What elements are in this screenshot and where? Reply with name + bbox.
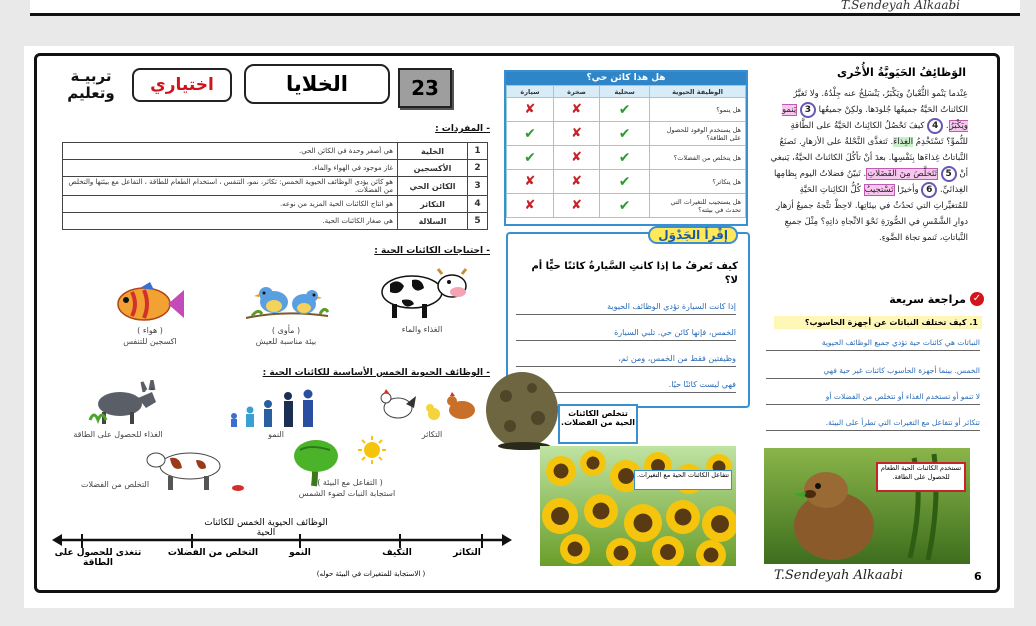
read-answer-line: وظيفتين فقط من الخمس، ومن ثم، — [516, 354, 736, 367]
no-cross-icon: ✘ — [553, 98, 599, 122]
yes-check-icon: ✔ — [600, 122, 650, 146]
alive-table-row — [507, 122, 746, 146]
alive-question: هل يستجيب للتغيرات التي تحدث في بيئته؟ — [650, 194, 746, 218]
vocab-term: الكائن الحي — [398, 177, 468, 196]
alive-table-row — [507, 194, 746, 218]
needs-air-top: ( هواء ) — [137, 326, 163, 335]
no-cross-icon: ✘ — [553, 194, 599, 218]
function-response-top: ( التفاعل مع البيئة ) — [317, 478, 383, 487]
footer-signature: T.Sendeyah Alkaabi — [774, 568, 903, 583]
vocab-definition: هي أصغر وحدة في الكائن الحي. — [63, 143, 398, 160]
other-functions-text: عِنْدما يَنْمو الثُّعْبانُ ويَكْبَرُ، يَنْسَلِخُ عنه جِلْدُهُ. ولا تَغيَّرُ الكائناتُ الحَيَّةُ جميعُها جُلودَها. ولكِنْ جميعُها 3 يَنمو ويَكْبَرُ. 4 كيفَ تَحْصُلُ الكائِناتُ الحَيَّةُ على الطَّاقةِ للنُّموِّ؟ تَسْتَخْدِمُ الغِذاءَ. تَتغذَّى النَّحْلةُ على الأزهارِ. تَصنَعُ النَّباتاتُ غِذاءَها بِنَفْسِها. بعدَ أنْ تأكُلَ الكائناتُ الحيَّةُ، يَنبغي أنْ 5 تَتَخلَّصَ مِنَ الفَضَلاتِ. تَبيّنُ فضلاتُ اليوم بِظامِها الغِذائيِّ. 6 وأخيرًا تَسْتجيبُ كُلُّ الكائِناتِ الحَيَّةِ للمُتغيِّراتِ التي تَحدُثُ في بيئاتِها. لاحِظْ تتَّجهُ جميعُ أزهارِ دوارِ الشَّمْسِ في الصُّورَةِ نَحْوَ الاتِّجاهِ ذاتِهِ؟ مِثْلَ جميعِ النَّباتاتِ، تَنمو تجاهَ الضَّوءِ. — [770, 89, 968, 243]
function-reproduction-label: التكاثر — [421, 430, 443, 439]
vocab-term: السلالة — [398, 213, 468, 230]
cow-icon — [372, 268, 472, 320]
vocab-definition: هو انتاج الكائنات الحية المزيد من نوعه. — [63, 196, 398, 213]
alive-table-row — [507, 98, 746, 122]
yes-check-icon: ✔ — [600, 170, 650, 194]
vocab-num: 2 — [468, 160, 488, 177]
alive-question: هل يتكاثر؟ — [650, 170, 746, 194]
read-answer-line: الخمس، فإنها كائن حي. تلبي السيارة — [516, 328, 736, 341]
vocab-row — [63, 196, 488, 213]
alive-table-header: الوظيفة الحيوية — [650, 86, 746, 98]
functions-heading: - الوظائف الحيوية الخمس الأساسية للكائنات الحية : — [262, 368, 490, 378]
quick-review-question — [774, 316, 982, 329]
other-functions-title: الوَظائِفُ الحَيَويَّةُ الأُخْرى — [836, 66, 966, 79]
marker-3: 3 — [800, 102, 816, 118]
yes-check-icon: ✔ — [600, 194, 650, 218]
donkey-icon — [86, 380, 158, 426]
question-text: كيف تختلف النباتات عن أجهزة الحاسوب؟ — [804, 318, 967, 327]
previous-page-strip — [30, 0, 1020, 16]
marker-6: 6 — [921, 182, 937, 198]
lesson-number: 23 — [398, 68, 452, 108]
review-answer-line: الخمس. بينما أجهزة الحاسوب كائنات غير حية فهي — [766, 366, 980, 379]
alive-question: هل يتخلص من الفضلات؟ — [650, 146, 746, 170]
review-answer-line: النباتات هي كائنات حية تؤدي جميع الوظائف الحيوية — [766, 338, 980, 351]
timeline-item-reproduction: التكاثر — [453, 548, 481, 558]
vocab-num: 4 — [468, 196, 488, 213]
alive-table-row — [507, 146, 746, 170]
no-cross-icon: ✘ — [553, 122, 599, 146]
review-answer-line: تتكاثر أو تتفاعل مع التغيرات التي تطرأ على البيئة. — [766, 418, 980, 431]
highlight-respond: تَسْتجيبُ — [864, 185, 894, 195]
sunflower-caption: تتفاعل الكائنات الحية مع التغيرات. — [634, 470, 732, 490]
vocab-row — [63, 213, 488, 230]
is-it-alive-table — [504, 70, 748, 226]
timeline-note: ( الاستجابة للمتغيرات في البيئة حوله) — [316, 570, 426, 578]
function-growth-label: النمو — [268, 430, 284, 439]
alive-table-header: سحلية — [600, 86, 650, 98]
highlight-grow: يَنمو ويَكْبَرُ — [781, 105, 968, 131]
paragraph-snake: عِنْدما يَنْمو الثُّعْبانُ ويَكْبَرُ، يَنْسَلِخُ عنه جِلْدُهُ. ولا تَغيَّرُ الكائناتُ الحَيَّةُ جميعُها جُلودَها. ولكِنْ جميعُها — [793, 89, 968, 115]
previous-page-signature: T.Sendeyah Alkaabi — [841, 0, 960, 12]
highlight-waste: تَتَخلَّصَ مِنَ الفَضَلاتِ — [867, 169, 937, 179]
no-cross-icon: ✘ — [507, 194, 554, 218]
birds-icon — [244, 282, 330, 326]
vocab-row — [63, 177, 488, 196]
paragraph-energy: كيفَ تَحْصُلُ الكائِناتُ الحَيَّةُ على الطَّاقةِ للنُّموِّ؟ تَسْتَخْدِمُ — [790, 121, 968, 147]
marker-4: 4 — [927, 118, 943, 134]
vocab-term: التكاثر — [398, 196, 468, 213]
timeline-item-waste: التخلص من الفضلات — [167, 548, 259, 558]
ministry-logo — [62, 68, 120, 102]
yes-check-icon: ✔ — [507, 146, 554, 170]
yes-check-icon: ✔ — [600, 98, 650, 122]
read-answer-line: فهي ليست كائنًا حيًا. — [516, 380, 736, 393]
timeline-item-energy: تتغذى للحصول على الطاقة — [54, 548, 142, 568]
vocab-definition: هي صغار الكائنات الحية. — [63, 213, 398, 230]
sunflower-photo — [540, 446, 736, 566]
alive-table-header: صخرة — [553, 86, 599, 98]
yes-check-icon: ✔ — [600, 146, 650, 170]
highlight-food: الغِذاءَ — [893, 137, 914, 147]
vocab-definition: غاز موجود في الهواء والماء. — [63, 160, 398, 177]
no-cross-icon: ✘ — [553, 146, 599, 170]
groundhog-caption: تستخدم الكائنات الحية الطعام للحصول على الطاقة. — [876, 462, 966, 492]
vocab-heading: - المفردات : — [435, 124, 490, 134]
needs-shelter-top: ( مأوى ) — [271, 326, 301, 335]
read-table-question: كيف تَعرفُ ما إذا كانتِ السَّيارةُ كائنًا حيًّا أم لا؟ — [531, 261, 738, 286]
timeline-title: الوظائف الحيوية الخمس للكائنات الحية — [204, 518, 328, 538]
marker-5: 5 — [941, 166, 957, 182]
needs-air-label: اكسجين للتنفس — [123, 337, 177, 346]
page-number: 6 — [974, 570, 982, 583]
growth-people-icon — [226, 388, 322, 428]
paragraph-finally: وأخيرًا — [897, 185, 919, 195]
no-cross-icon: ✘ — [507, 98, 554, 122]
dung-caption: تتخلص الكائنات الحية من الفضلات. — [558, 404, 638, 444]
check-icon: ✓ — [970, 292, 984, 306]
logo-line-1: تربيـة — [70, 67, 112, 85]
quick-review-title: مراجعة سريعة — [889, 292, 966, 306]
paragraph-waste: تَبيّنُ فضلاتُ اليوم بِظامِها الغِذائيِّ. — [774, 169, 968, 195]
vocab-num: 3 — [468, 177, 488, 196]
chickens-icon — [376, 386, 482, 426]
vocab-term: الأكسجين — [398, 160, 468, 177]
yes-check-icon: ✔ — [507, 122, 554, 146]
needs-heading: - احتياجات الكائنات الحية : — [374, 246, 490, 256]
function-waste-label: التخلص من الفضلات — [80, 480, 150, 489]
alive-table-title: هل هذا كائن حي؟ — [506, 72, 746, 85]
vocab-row — [63, 160, 488, 177]
alive-table-header: سيارة — [507, 86, 554, 98]
needs-food-label: الغذاء والماء — [401, 325, 443, 334]
vocab-num: 5 — [468, 213, 488, 230]
paragraph-bees: تَتغذَّى النَّحْلةُ على الأزهارِ. تَصنَعُ النَّباتاتُ غِذاءَها بِنَفْسِها. بعدَ أنْ تأكُلَ الكائناتُ الحيَّةُ، يَنبغي أنْ — [770, 137, 968, 179]
quick-review-header — [889, 292, 984, 306]
timeline-item-growth: النمو — [289, 548, 311, 558]
read-table-badge: إقْرأ الجَدْوَل — [648, 226, 738, 244]
vocab-table — [62, 142, 488, 230]
paragraph-respond: كُلُّ الكائِناتِ الحَيَّةِ للمُتغيِّراتِ التي تَحدُثُ في بيئاتِها. لاحِظْ تتَّجهُ جميعُ أزهارِ دوارِ الشَّمْسِ في الصُّورَةِ نَحْوَ الاتِّجاهِ ذاتِهِ؟ مِثْلَ جميعِ النَّباتاتِ، تَنمو تجاهَ الضَّوءِ. — [776, 185, 968, 243]
function-energy-label: الغذاء للحصول على الطاقة — [73, 430, 163, 439]
read-answer-line: إذا كانت السيارة تؤدي الوظائف الحيوية — [516, 302, 736, 315]
no-cross-icon: ✘ — [507, 170, 554, 194]
dung-ball-image — [484, 366, 560, 450]
needs-shelter-label: بيئة مناسبة للعيش — [255, 337, 317, 346]
alive-question: هل يستخدم الوقود للحصول على الطاقة؟ — [650, 122, 746, 146]
vocab-term: الخلية — [398, 143, 468, 160]
function-response-label: استجابة النبات لضوء الشمس — [298, 489, 396, 498]
alive-question: هل ينمو؟ — [650, 98, 746, 122]
no-cross-icon: ✘ — [553, 170, 599, 194]
alive-table-row — [507, 170, 746, 194]
vocab-definition: هو كائن يؤدي الوظائف الحيوية الخمس: تكاثر، نمو، التنفس ، استخدام الطعام للطاقة ، التفاعل مع بيئتها والتخلص من الفضلات. — [63, 177, 398, 196]
review-answer-line: لا تنمو أو تستخدم الغذاء أو تتخلص من الفضلات أو — [766, 392, 980, 405]
logo-line-2: وتعليم — [67, 84, 115, 102]
optional-badge: اختياري — [132, 68, 232, 102]
timeline-item-adaptation: التكيف — [382, 548, 412, 558]
vocab-num: 1 — [468, 143, 488, 160]
vocab-row — [63, 143, 488, 160]
fish-icon — [110, 282, 186, 326]
lesson-title: الخلايا — [244, 64, 390, 104]
question-number: 1. — [969, 318, 978, 327]
